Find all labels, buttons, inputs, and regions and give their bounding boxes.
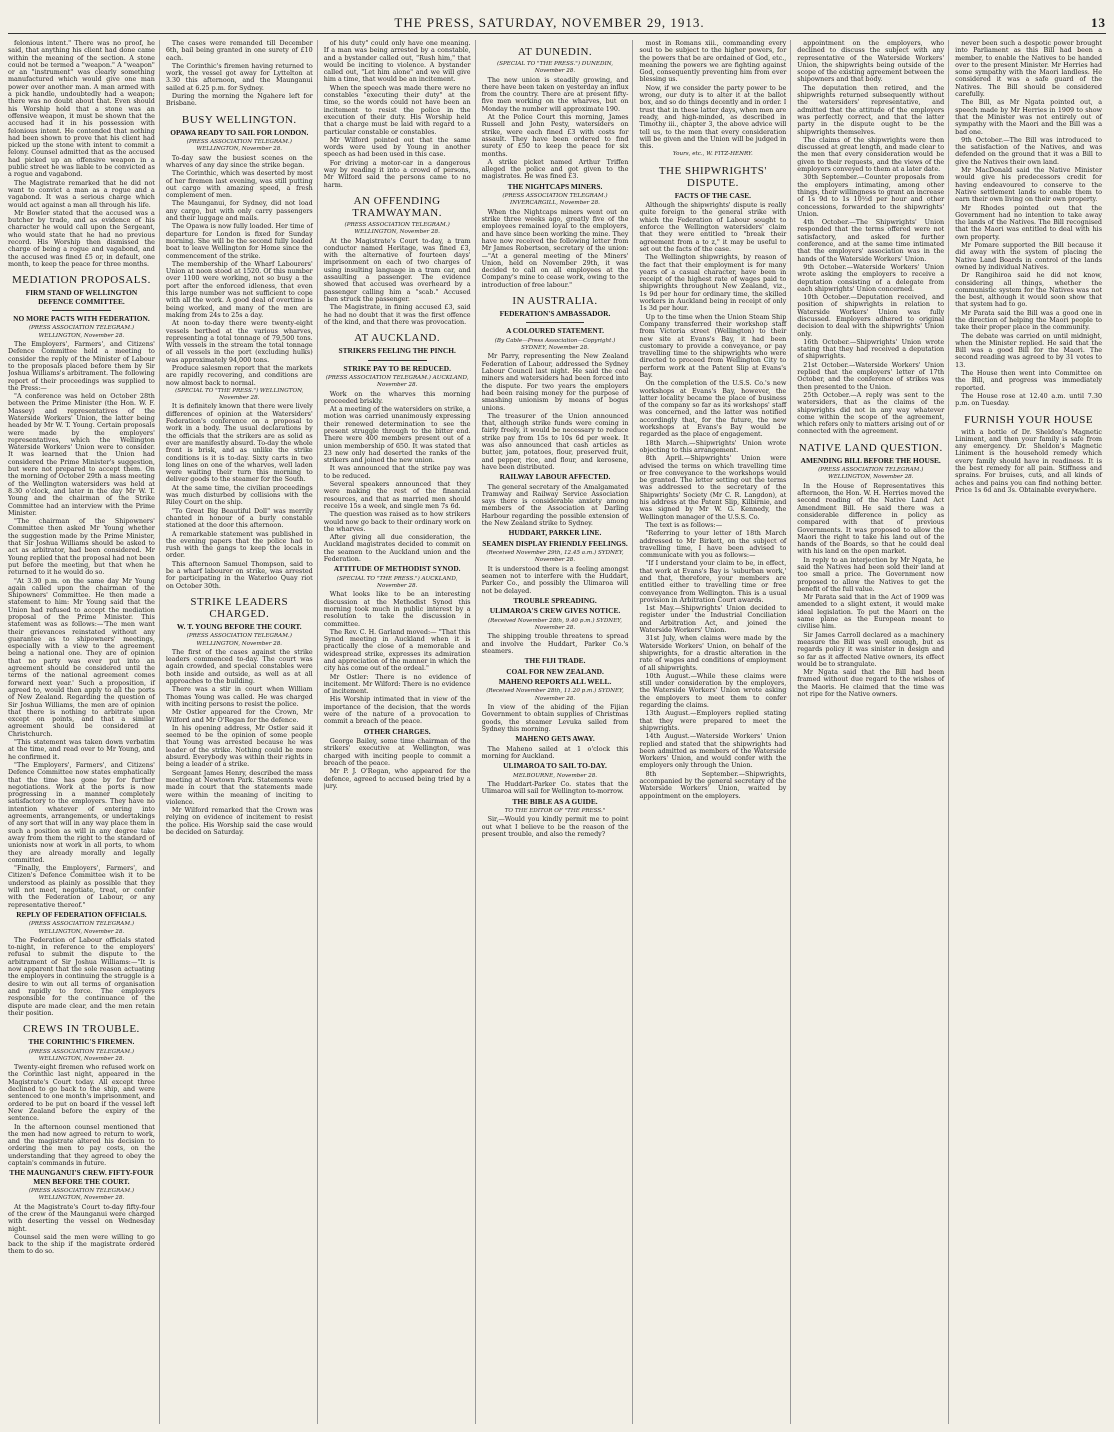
divider <box>526 322 585 323</box>
paragraph: For driving a motor-car in a dangerous way by reading it into a crowd of persons, Mr Wilford said the persons came to no harm. <box>323 158 471 189</box>
paragraph: Now, if we consider the party power to be wrong, our duty is to alter it at the ballot box, and so do things decently and in order. I trust that in these latter days, when men are ready, and high-minded, as described in Timothy iii., chapter 3, the above advice will tell us, to the men that every consideration will be given and the Union will be judged in this. <box>639 83 787 151</box>
subheadline: THE CORINTHIC'S FIREMEN. <box>28 1037 135 1047</box>
subheadline: SEAMEN DISPLAY FRIENDLY FEELINGS. <box>482 538 628 548</box>
paragraph: 8th April.—Shipwrights' Union were advised the terms on which travelling time or free conveyance to the workshops would be granted. The letter setting out the terms was addressed to the secretary of the Shipwrights' Society (Mr C. R. Langdon), at his address at the Patent Slip, Kilbirnie, and was signed by Mr W. G. Kennedy, the Wellington manager of the U.S.S. Co. <box>639 454 787 521</box>
paragraph: 10th October.—Deputation received, and position of shipwrights in relation to Waterside Workers' Union was fully discussed. Employers adhered to original decision to deal with the shipwrights' Union only. <box>797 293 945 338</box>
paragraph: Sergeant James Henry, described the mass meeting at Newtown Park. Statements were made in court that the statements made were within the meaning of inciting to violence. <box>165 768 313 806</box>
paragraph: Several speakers announced that they were making the rest of the financial resources, and that as married men should receive 15s a week, and single men 7s 6d. <box>323 480 471 510</box>
dateline: (PRESS ASSOCIATION TELEGRAM.) WELLINGTON, November 28. <box>186 633 292 647</box>
paragraph: felonious intent." There was no proof, he said, that anything his client had done came within the meaning of the section. A stone could not be termed a "weapon." A "weapon" or an "instrument" was clearly something manufactured which would give one man power over another man. A man armed with a pick handle, undoubtedly had a weapon; there was no doubt about that. Even should his Worship hold that a stone was an offensive weapon, it must be shown that the accused had it in his possession with felonious intent. He contended that nothing had been shown to prove that his client had picked up the stone with intent to commit a felony. Counsel admitted that as the accused had picked up an offensive weapon in a public street he was liable to be convicted as a rogue and vagabond. <box>8 40 155 179</box>
paragraph: The new union is steadily growing, and there have been taken on yesterday an influx from the country. There are at present fifty-five men working on the wharves, but on Monday the number will approximate 190. <box>481 75 629 113</box>
page-number: 13 <box>1091 15 1106 30</box>
column-2 <box>166 40 318 1424</box>
paragraph: In his opening address, Mr Ostler said it seemed to be the opinion of some people that Young was arrested because he was leader of the strike. Nothing could be more absurd. Everybody was within their rights in being a leader of a strike. <box>165 723 313 769</box>
paragraph: Mr Bowler stated that the accused was a butcher by trade, and as evidence of his character he would call upon the Sergeant, who would state that he had no previous record. His Worship then dismissed the charge of being a rogue and vagabond, and the accused was fined £5 or, in default, one month, to keep the peace for three months. <box>8 208 155 268</box>
paragraph: There was a stir in court when William Thomas Young was called. He was charged with inciting persons to resist the police. <box>165 685 313 708</box>
column-5 <box>639 40 791 1424</box>
paragraph: 14th August.—Waterside Workers' Union replied and stated that the shipwrights had been admitted as members of the Waterside Workers' Union, and would confer with the employers only through the Union. <box>639 732 787 770</box>
paragraph: The Corinthic, which was deserted by most of her firemen last evening, was still putting out cargo with amazing speed, a fresh complement of men. <box>165 169 313 200</box>
paragraph: with a bottle of Dr. Sheldon's Magnetic Liniment, and then your family is safe from any emergency. Dr. Sheldon's Magnetic Liniment is the household remedy which every family should have in readiness. It is the best remedy for all pain. Stiffness and sprains. For bruises, cuts, and all kinds of aches and pains you can find nothing better. Price 1s 6d and 3s. Obtainable everywhere. <box>955 427 1103 494</box>
paragraph: "If I understand your claim to be, in effect, that work at Evans's Bay is 'suburban work,' and that, therefore, your members are entitled either to travelling time or free conveyance from Wellington. This is a usual provision in Arbitration Court awards. <box>639 559 787 604</box>
subheadline: STRIKE PAY TO BE REDUCED. <box>343 363 451 373</box>
paragraph: The debate was carried on until midnight, when the Minister replied. He said that the Bill was a good Bill for the Maori. The second reading was agreed to by 31 votes to 13. <box>955 331 1103 369</box>
paragraph: Mr Ostler appeared for the Crown, Mr Wilford and Mr O'Regan for the defence. <box>165 708 313 724</box>
paragraph: Mr Parry, representing the New Zealand Federation of Labour, addressed the Sydney Labour Council last night. He said the coal miners and watersiders had been forced into the dispute. For two years the employers had been raising money for the purpose of smashing unionism by means of bogus unions. <box>481 352 629 412</box>
headline: MEDIATION PROPOSALS. <box>11 274 151 287</box>
paragraph: "Finally, the Employers', Farmers', and Citizen's Defence Committee wish it to be understood as plainly as possible that they will not meet, negotiate, treat, or confer with the Federation of Labour, or any representative thereof." <box>8 864 155 909</box>
headline: THE SHIPWRIGHTS' DISPUTE. <box>658 164 767 189</box>
paragraph: Mr Parata said the Bill was a good one in the direction of helping the Maori people to take their proper place in the community. <box>955 308 1103 332</box>
paragraph: "At 3.30 p.m. on the same day Mr Young again called upon the chairman of the Shipowners' Committee. He then made a statement to him: Mr Young said that the Union had refused to accept the mediation proposal of the Prime Minister. This statement was as follows:—'The men want their grievances reinstated without any guarantee as to shipowners' meetings, especially with a view to the agreement being a national one. They are of opinion that no party was ever put into an agreement should be considered until the terms of the national agreement comes forward next year.' Such a proposition, if agreed to, would then apply to all the ports of New Zealand. Regarding the question of Sir Joshua Williams, the men are of opinion that there is nothing to arbitrate upon except on points, and that a similar agreement should be considered at Christchurch. <box>8 576 155 738</box>
paragraph: "To Great Big Beautiful Doll" was merrily chanted in honour of a burly constable stationed at the door this afternoon. <box>165 506 313 530</box>
paragraph: It is definitely known that there were lively differences of opinion at the Watersiders' Federation's conference on a proposal to work in a body. The usual declarations by the officials that the strikers are as solid as ever are manifestly absurd. To-day the whole front is brisk, and as unlike the strike conditions is it is to-day. Sixty carts in two long lines on one of the wharves, well laden were waiting their turn this morning to deliver goods to the steamer for the South. <box>165 402 313 484</box>
subheadline: NO MORE PACTS WITH FEDERATION. <box>13 314 150 324</box>
paragraph: Sir James Carroll declared as a machinery measure the Bill was well enough, but as regards policy it was sinister in design and so far as it affected Native owners, its effect would be to strangulate. <box>797 630 945 668</box>
dateline: (PRESS ASSOCIATION TELEGRAM.) AUCKLAND, November 28. <box>325 374 469 389</box>
paragraph: The first of the cases against the strike leaders commenced to-day. The court was again crowded, and special constables were both inside and outside, as well as at all approaches to the building. <box>165 647 313 686</box>
paragraph: At the Magistrate's Court to-day fifty-four of the crew of the Maunganui were charged with deserting the vessel on Wednesday night. <box>8 1202 155 1233</box>
paragraph: Mr Ostler: There is no evidence of incitement. Mr Wilford: There is no evidence of incitement. <box>323 672 471 696</box>
paragraph: The House rose at 12.40 a.m. until 7.30 p.m. on Tuesday. <box>955 391 1103 408</box>
subheadline: THE BIBLE AS A GUIDE. <box>512 796 598 806</box>
paragraph: The Maunganui, for Sydney, did not load any cargo, but with only carry passengers and their luggage and mails. <box>165 199 313 223</box>
paragraph: A strike picket named Arthur Triffen alleged the police and got given to the magistrates. He was fined £3. <box>481 157 629 181</box>
paragraph: 8th September.—Shipwrights, accompanied by the general secretary of the Waterside Workers' Union, waited by appointment on the employers. <box>639 769 787 800</box>
paragraph: The claims of the shipwrights were then discussed at great length, and made clear to the men that every consideration would be given to their requests, and the views of the employers conveyed to them at a later date. <box>797 135 945 174</box>
paragraph: Dr Rangihiroa said he did not know, considering all things, whether the communistic system for the Natives was not the best, although it would soon show that that system had to go. <box>955 271 1103 309</box>
headline: BUSY WELLINGTON. <box>181 113 297 126</box>
paragraph: It is understood there is a feeling amongst seamen not to interfere with the Huddart, Parker Co., and possibly the Ulimaroa will not be delayed. <box>481 564 629 595</box>
subheadline: AMENDING BILL BEFORE THE HOUSE. <box>800 455 941 465</box>
column-3 <box>324 40 476 1424</box>
subheadline: REPLY OF FEDERATION OFFICIALS. <box>16 909 147 919</box>
paragraph: A remarkable statement was published in the evening papers that the police had to rush with the gangs to keep the locals in order. <box>165 529 313 560</box>
paragraph: 9th October.—Waterside Workers' Union wrote asking the employers to receive a deputation consisting of a delegate from each shipwrights' Union concerned. <box>797 262 945 293</box>
paragraph: 9th October.—The Bill was introduced to the satisfaction of the Natives, and was defended on the ground that it was a Bill to give the Natives their own land. <box>955 135 1103 166</box>
paragraph: When the Nightcaps miners went out on strike three weeks ago, greatly five of the employees remained loyal to the employers, and have since been working the mine. They have now received the following letter from Mr James Robertson, secretary of the union:—"At a general meeting of the Miners' Union, held on November 29th, it was decided to call on all employees at the Company's mine to cease work, owing to the introduction of free labour." <box>481 207 629 289</box>
paragraph: After giving all due consideration, the Auckland magistrates decided to commit on the seamen to the Auckland union and the Federation. <box>323 533 471 564</box>
paragraph: Mr Rhodes pointed out that the Government had no intention to take away the lands of the Natives. The Bill recognised that the Maori was entitled to deal with his own property. <box>955 203 1103 241</box>
paragraph: of his duty" could only have one meaning. If a man was being arrested by a constable, and a bystander called out, "Rush him," that would be inciting to violence. A bystander called out, "Let him alone" and we will give him a time, that would be an incitement. <box>323 40 471 84</box>
paragraph: The treasurer of the Union announced that, although strike funds were coming in fairly freely, it would be necessary to reduce strike pay from 15s to 10s 6d per week. It was also announced that cash articles as butter, jam, potatoes, flour, preserved fruit, and pepper, rice, and flour, and kerosene, have been distributed. <box>481 411 629 471</box>
paragraph: The Corinthic's firemen having returned to work, the vessel got away for Lyttelton at 3.30 this afternoon, and the Maunganui sailed at 6.25 p.m. for Sydney. <box>165 61 313 92</box>
paragraph: The membership of the Wharf Labourers' Union at noon stood at 1520. Of this number over 1100 were working, not so busy a the port after the enforced idleness, that even this large number was not sufficient to cope with all the work. A good deal of overtime is being worked, and many of the men are making from 24s to 25s a day. <box>165 259 313 319</box>
dateline: (PRESS ASSOCIATION TELEGRAM.) WELLINGTON, November 28. <box>344 221 450 236</box>
newspaper-columns <box>8 40 1106 1424</box>
subheadline: FEDERATION'S AMBASSADOR. <box>499 309 611 319</box>
paragraph: 10th August.—While these claims were still under consideration by the employers, the Waterside Workers' Union wrote asking the employers to meet them to confer regarding the claims. <box>639 671 787 710</box>
dateline: (PRESS ASSOCIATION TELEGRAM.) WELLINGTON, November 28. <box>28 1188 135 1202</box>
subheadline: FIRM STAND OF WELLINGTON DEFENCE COMMITTEE. <box>25 288 138 306</box>
paragraph: "The chairman of the Shipowners' Committee then asked Mr Young whether the suggestion made by the Prime Minister, that Sir Joshua Williams should be asked to act as arbitrator, had been considered. Mr Young replied that the proposal had not been put before the meeting, but that when he returned to it he would do so. <box>8 517 155 577</box>
paragraph: During the morning the Ngahere left for Brisbane. <box>165 92 313 108</box>
paragraph: Mr P. J. O'Regan, who appeared for the defence, agreed to accused being tried by a jury. <box>323 767 471 790</box>
paragraph: The Rev. C. H. Garland moved:— "That this Synod meeting in Auckland when it is practically the close of a memorable and widespread strike, expresses its admiration and appreciation of the manner in which the city has come out of the ordeal." <box>323 627 471 673</box>
paragraph: His Worship intimated that in view of the importance of the decision, that the words were of the nature of a provocation to commit a breach of the peace. <box>323 695 471 726</box>
dateline: (SPECIAL TO "THE PRESS.") DUNEDIN, November 28. <box>497 61 613 75</box>
subheadline: OPAWA READY TO SAIL FOR LONDON. <box>170 127 309 137</box>
paragraph: 1st May.—Shipwrights' Union decided to register under the Industrial Conciliation and Arbitration Act, and joined the Waterside Workers' Union. <box>639 604 787 635</box>
paragraph: never been such a despotic power brought into Parliament as this Bill had been a member, to enable the Natives to be handed over to the present Minister. Mr Herries had some sympathy with the Maori landless. He considered it was a safe guard of the Natives. The Bill should be considered carefully. <box>955 40 1103 99</box>
paragraph: In the afternoon counsel mentioned that the men had now agreed to return to work, and the magistrate altered his decision to ordering the men to pay costs, on the understanding that they agreed to obey the captain's commands in future. <box>8 1122 155 1167</box>
dateline: (PRESS ASSOCIATION TELEGRAM.) WELLINGTON, November 28. <box>28 921 135 935</box>
paragraph: George Bailey, some time chairman of the strikers' executive at Wellington, was charged with inciting people to commit a breach of the peace. <box>323 737 471 767</box>
paragraph: Up to the time when the Union Steam Ship Company transferred their workshop staff from Victoria street (Wellington) to their new site at Evans's Bay, it had been customary to provide a conveyance, or pay travelling time to the shipwrights who were directed to proceed from Wellington City to perform work at the Patent Slip at Evans's Bay. <box>639 312 787 379</box>
paragraph: The text is as follows:— <box>645 520 723 529</box>
dateline: (SPECIAL TO "THE PRESS.") AUCKLAND, November 28. <box>336 575 458 590</box>
paragraph: The cases were remanded till December 6th, bail being granted in one surety of £10 each. <box>165 40 313 62</box>
dateline: (PRESS ASSOCIATION TELEGRAM.) WELLINGTON, November 28. <box>28 1048 135 1062</box>
dateline: TO THE EDITOR OF "THE PRESS." <box>504 807 606 814</box>
paragraph: The Employers', Farmers', and Citizens' Defence Committee held a meeting to consider the reply of the Minister of Labour to the proposals placed before them by Sir Joshua Williams's arbitrament. The following report of their proceedings was supplied to the Press:— <box>8 340 155 392</box>
paragraph: At a meeting of the watersiders on strike, a motion was carried unanimously expressing their renewed determination to see the present struggle through to the bitter end. There were 400 members present out of a union membership of 650. It was stated that 23 new only had deserted the ranks of the strikers and joined the new union. <box>323 405 471 465</box>
headline: AN OFFENDING TRAMWAYMAN. <box>352 194 443 219</box>
column-1 <box>8 40 160 1424</box>
paragraph: It was announced that the strike pay was to be reduced. <box>323 464 471 480</box>
paragraph: 31st July, when claims were made by the Waterside Workers' Union, on behalf of the shipwrights, for a drastic alteration in the rate of wages and conditions of employment of all shipwrights. <box>639 634 787 672</box>
paragraph: On the completion of the U.S.S. Co.'s new workshops at Evans's Bay, however, the latter locality became the place of business of the company so far as its workshops' staff was concerned, and the latter was notified accordingly that, for the future, the new workshops at Evans's Bay would be regarded as the place of engagement. <box>639 379 787 439</box>
paragraph: At the same time, the civilian proceedings was much disturbed by collisions with the Riley Court on the ship. <box>165 483 313 507</box>
paragraph: Mr Wilford pointed out that the same words were used by Young in another speech as had been used in this case. <box>323 135 471 159</box>
paragraph: 30th September.—Counter proposals from the employers intimating, among other things, their willingness to grant an increase of 1s 9d to 1s 10½d per hour and other concessions, forwarded to the shipwrights' Union. <box>797 173 945 218</box>
paragraph: In reply to an interjection by Mr Ngata, he said the Natives had been sold their land at too small a price. The Government now proposed to allow the Natives to get the benefit of the full value. <box>797 555 945 593</box>
paragraph: "This statement was taken down verbatim at the time, and read over to Mr Young, and he confirmed it. <box>8 738 155 761</box>
dateline: (Received November 28th, 11.20 p.m.) SYDNEY, November 28. <box>486 688 624 702</box>
dateline: (Received November 29th, 12.45 a.m.) SYDNEY, November 28. <box>486 550 624 564</box>
subheadline: THE MAUNGANUI'S CREW. FIFTY-FOUR MEN BEFORE THE COURT. <box>9 1168 154 1186</box>
dateline: (PRESS ASSOCIATION TELEGRAM.) WELLINGTON, November 28. <box>28 325 135 339</box>
paragraph: At noon to-day there were twenty-eight vessels berthed at the various wharves, representing a total tonnage of 79,500 tons. With vessels in the stream the total tonnage of all vessels in the port (excluding hulks) was approximately 94,000 tons. <box>165 319 313 364</box>
subheadline: STRIKERS FEELING THE PINCH. <box>338 346 456 356</box>
paragraph: The general secretary of the Amalgamated Tramway and Railway Service Association says there is considerable anxiety among members of the Association at Darling Harbour regarding the possible extension of the New Zealand strike to Sydney. <box>481 482 629 528</box>
dateline: (SPECIAL TO "THE PRESS.") WELLINGTON, November 28. <box>175 387 304 402</box>
paragraph: At the Magistrate's Court to-day, a tram conductor named Heritage, was fined £3, with the alternative of fourteen days' imprisonment on each of two charges of using insulting language in a tram car, and assaulting a passenger. The evidence showed that accused was overheard by a passenger calling him a "scab." Accused then struck the passenger. <box>323 236 471 303</box>
paragraph: appointment on the employers, who declined to discuss the subject with any representative of the Waterside Workers' Union, the shipwrights being outside of the scope of the existing agreement between the shipowners and that body. <box>797 40 945 84</box>
paragraph: The Wellington shipwrights, by reason of the fact that their employment is for many years of a casual character, have been in receipt of the highest rate of wages paid to shipwrights throughout New Zealand, viz., 1s 9d per hour for ordinary time, the skilled workers in Auckland being in receipt of only 1s 3d per hour. <box>639 253 787 313</box>
paragraph: What looks like to be an interesting discussion at the Methodist Synod this morning took much in public interest by a resolution to take the discussion in committee. <box>323 590 471 628</box>
subheadline: ULIMAROA TO SAIL TO-DAY. <box>503 761 607 771</box>
paragraph: The Magistrate, in fining accused £3, said he had no doubt that it was the first offence of the kind, and that there was provocation. <box>323 303 471 326</box>
paragraph: Although the shipwrights' dispute is really quite foreign to the general strike with which the Federation of Labour sought to enforce the Wellington watersiders' claim that they were entitled to "break their agreement from a to z," it may be useful to set out the facts of the case. <box>639 201 787 253</box>
paragraph: This afternoon Samuel Thompson, said to be a wharf labourer on strike, was arrested for participating in the Waterloo Quay riot on October 30th. <box>165 559 313 590</box>
subheadline: A COLOURED STATEMENT. <box>506 326 604 336</box>
paragraph: Work on the wharves this morning proceeded briskly. <box>323 389 471 405</box>
dateline: (By Cable—Press Association—Copyright.) SYDNEY, November 28. <box>494 337 616 352</box>
paragraph: In the House of Representatives this afternoon, the Hon. W. H. Herries moved the second reading of the Native Land Act Amendment Bill. He said there was a considerable difference in policy as compared with that of previous Governments. It was proposed to allow the Maori the right to take his land out of the hands of the Boards, so that he could deal with his land on the open market. <box>797 481 945 556</box>
paragraph: Sir,—Would you kindly permit me to point out what I believe to be the reason of the present trouble, and also the remedy? <box>481 815 629 838</box>
paragraph: The Bill, as Mr Ngata pointed out, a speech made by Mr Herries in 1909 to show that the Minister was not entirely out of sympathy with the Maori and the Bill was a bad one. <box>955 98 1103 136</box>
paragraph: When the speech was made there were no constables "executing their duty" at the time, so the words could not have been an incitement to resist the police in the execution of their duty. His Worship held that a charge must be laid with regard to a particular constable or constables. <box>323 83 471 136</box>
masthead <box>8 14 1106 34</box>
paragraph: The deputation then retired, and the shipwrights returned subsequently without the watersiders' representative, and admitted that the attitude of the employers was perfectly correct, and that the latter party in the dispute ought to be the shipwrights themselves. <box>797 83 945 136</box>
subheadline: ATTITUDE OF METHODIST SYNOD. <box>333 564 461 574</box>
paragraph: 4th October.—The Shipwrights' Union responded that the terms offered were not satisfactory, and asked for further conference, and at the same time intimated that the employers' association was in the hands of the Waterside Workers' Union. <box>797 218 945 263</box>
paragraph: The Huddart-Parker Co. states that the Ulimaroa will sail for Wellington to-morrow. <box>481 779 629 796</box>
headline: IN AUSTRALIA. <box>512 295 598 308</box>
subheadline: ULIMAROA'S CREW GIVES NOTICE. <box>489 606 621 616</box>
paragraph: Mr MacDonald said the Native Minister would give his predecessors credit for having endeavoured to conserve to the Native settlement lands to enable them to earn their own living on their own property. <box>955 166 1103 204</box>
headline: NATIVE LAND QUESTION. <box>798 441 943 454</box>
paragraph: In view of the abiding of the Fijian Government to obtain supplies of Christmas goods, the steamer Levuka sailed from Sydney this morning. <box>481 703 629 733</box>
dateline: (PRESS ASSOCIATION TELEGRAM.) WELLINGTON, November 28. <box>818 467 924 481</box>
paragraph: The shipping trouble threatens to spread and involve the Huddart, Parker Co.'s steamers. <box>481 632 629 655</box>
paragraph: 21st October.—Waterside Workers' Union replied that the employers' letter of 17th October, and the conference of strikes was then presented to the Union. <box>797 360 945 391</box>
paragraph: At the Police Court this morning, James Russell and John Pesty, watersiders on strike, were each fined £3 with costs for assault. They have been ordered to find surety of £50 to keep the peace for six months. <box>481 113 629 158</box>
paragraph: Mr Wilford remarked that the Crown was relying on evidence of incitement to resist the police. His Worship said the case would be decided on Saturday. <box>165 806 313 837</box>
column-6 <box>797 40 949 1424</box>
paragraph: The Federation of Labour officials stated to-night, in reference to the employers' refusal to submit the dispute to the arbitrament of Sir Joshua Williams:—"It is now apparent that the sole reason actuating the employers in continuing the struggle is a desire to win out all terms of organisation and rapidly to force. The employers responsible for the continuance of the dispute are made clear, and the men retain their position. <box>8 935 155 1017</box>
column-4 <box>482 40 634 1424</box>
subheadline: MAHENO GETS AWAY. <box>515 734 595 744</box>
paragraph: Twenty-eight firemen who refused work on the Corinthic last night, appeared in the Magistrate's Court today. All except three declined to go back to the ship, and were sentenced to one month's imprisonment, and ordered to be put on board if the vessel left New Zealand before the expiry of the sentence. <box>8 1063 155 1123</box>
paragraph: most in Romans xiii., commanding every soul to be subject to the higher powers, for the powers that be are ordained of God, etc., meaning the powers we are fighting against God, consequently preventing him from ever blessing us. <box>639 40 787 84</box>
paragraph: Mr Parata said that in the Act of 1909 was amended to a slight extent, it would make ideal legislation. To put the Maori on the same plane as the European meant to civilise him. <box>797 593 945 631</box>
divider <box>52 310 111 311</box>
dateline: (PRESS ASSOCIATION TELEGRAM.) INVERCARGILL, November 28. <box>502 193 608 207</box>
subheadline: THE NIGHTCAPS MINERS. <box>507 181 603 191</box>
paragraph: The question was raised as to how strikers would now go back to their ordinary work on the wharves. <box>323 510 471 533</box>
subheadline: RAILWAY LABOUR AFFECTED. <box>499 472 611 482</box>
dateline: Yours, etc., W. FITZ-HENRY. <box>672 151 753 158</box>
headline: STRIKE LEADERS CHARGED. <box>190 595 289 620</box>
paragraph: Produce salesmen report that the markets are rapidly recovering, and conditions are now almost back to normal. <box>165 363 313 387</box>
subheadline: TROUBLE SPREADING. <box>513 595 597 605</box>
subheadline: MAHENO REPORTS ALL WELL. <box>498 677 612 687</box>
paragraph: "Referring to your letter of 18th March addressed to Mr Birkett, on the subject of travelling time, I have been advised to communicate with you as follows:— <box>639 529 787 560</box>
paragraph: The Maheno sailed at 1 o'clock this morning for Auckland. <box>481 744 629 760</box>
paragraph: The House then went into Committee on the Bill, and progress was immediately reported. <box>955 369 1103 392</box>
column-7 <box>955 40 1106 1424</box>
subheadline: W. T. YOUNG BEFORE THE COURT. <box>176 621 302 631</box>
paragraph: "The Employers', Farmers', and Citizens' Defence Committee now states emphatically that the time has gone by for further negotiations. Work at the ports is now progressing in a manner completely satisfactory to the employers. They have no intention whatever of entering into agreements, arrangements, or undertakings of any sort that will in any way place them in such a position as will in any degree take away from them the right to the standard of unionists now at work in all ports, to whom they are already morally and legally committed. <box>8 760 155 864</box>
dateline: (PRESS ASSOCIATION TELEGRAM.) WELLINGTON, November 28. <box>186 139 292 153</box>
headline: CREWS IN TROUBLE. <box>23 1023 140 1036</box>
paragraph: Mr Pomare supported the Bill because it did away with the system of placing the Native Land Boards in control of the lands owned by individual Natives. <box>955 241 1103 271</box>
headline: AT AUCKLAND. <box>354 332 441 345</box>
paragraph: To-day saw the busiest scenes on the wharves of any day since the strike began. <box>165 153 313 169</box>
dateline: MELBOURNE, November 28. <box>512 772 598 779</box>
paragraph: Mr Ngata said that the Bill had been framed without due regard to the wishes of the Maoris. He claimed that the time was not ripe for the Native owners. <box>797 668 945 699</box>
paragraph: 13th August.—Employers replied stating that they were prepared to meet the shipwrights. <box>639 709 787 732</box>
masthead-title: THE PRESS, SATURDAY, NOVEMBER 29, 1913. <box>394 15 705 30</box>
paragraph: 18th March.—Shipwrights' Union wrote objecting to this arrangement. <box>639 438 787 454</box>
paragraph: "A conference was held on October 28th between the Prime Minister (the Hon. W. F. Massey) and representatives of the Waterside Workers' Union, the latter being headed by Mr W. T. Young. Certain proposals were made by the employers' representatives, which the Wellington Waterside Workers' Union were to consider. It was learned that the Union had considered the Prime Minister's suggestion, but were not prepared to accept them. On the morning of October 29th a mass meeting of the Wellington watersiders was held at 8.30 o'clock, and later in the day Mr W. T. Young and the chairman of the Strike Committee had an interview with the Prime Minister. <box>8 392 155 517</box>
paragraph: Counsel said the men were willing to go back to the ship if the magistrate ordered them to do so. <box>8 1232 155 1256</box>
subheadline: HUDDART, PARKER LINE. <box>508 528 602 538</box>
headline: FURNISH YOUR HOUSE <box>964 413 1094 426</box>
subheadline: COAL FOR NEW ZEALAND. <box>506 666 604 676</box>
subheadline: THE FIJI TRADE. <box>524 656 586 666</box>
subheadline: FACTS OF THE CASE. <box>674 190 751 200</box>
headline: AT DUNEDIN. <box>517 46 593 58</box>
paragraph: 16th October.—Shipwrights' Union wrote stating that they had received a deputation of shipwrights. <box>797 337 945 361</box>
divider <box>368 360 427 361</box>
dateline: (Received November 28th, 9.40 p.m.) SYDNEY, November 28. <box>487 617 623 632</box>
subheadline: OTHER CHARGES. <box>363 726 431 736</box>
paragraph: The Opawa is now fully loaded. Her time of departure for London is fixed for Sunday morning. She will be the second fully loaded boat to leave Wellington for Home since the commencement of the strike. <box>165 222 313 260</box>
paragraph: 25th October.—A reply was sent to the watersiders, that as the claims of the shipwrights did not in any way whatever come within the scope of the agreement, which refers only to matters arising out of or connected with the agreement. <box>797 390 945 436</box>
paragraph: The Magistrate remarked that he did not want to convict a man as a rogue and a vagabond. It was a serious charge which would act against a man all through his life. <box>8 178 155 209</box>
